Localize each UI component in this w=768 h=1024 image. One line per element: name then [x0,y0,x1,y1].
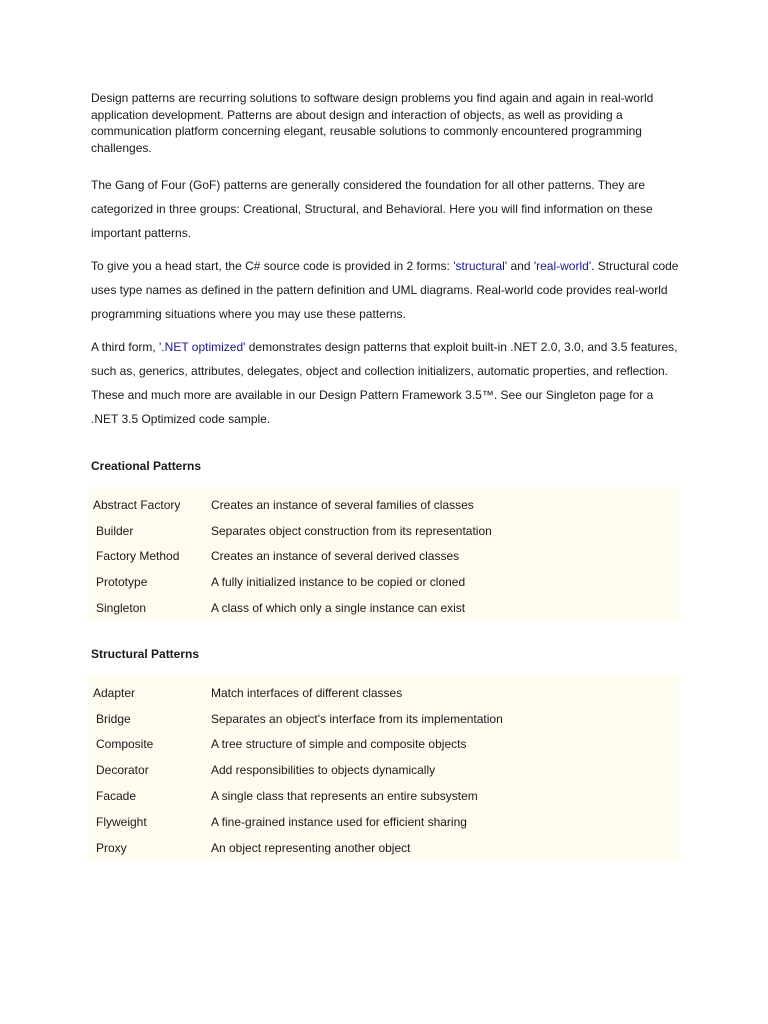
pattern-description: A fine-grained instance used for efficient sharing [211,814,467,829]
pattern-description: Creates an instance of several derived classes [211,549,460,564]
pattern-name-cell [88,569,211,595]
intro-paragraph-2: The Gang of Four (GoF) patterns are generally considered the foundation for all other patterns. They are categorized in three groups: Creational, Structural, and Behavioral. Here you will find information on these important patterns. [91,178,653,240]
structural-link[interactable]: 'structural' [453,259,508,273]
creational-patterns-heading: Creational Patterns [91,459,202,473]
intro-paragraph-4 [91,335,681,431]
pattern-name-cell [88,518,211,544]
table-row [88,487,680,518]
pattern-description: Match interfaces of different classes [211,685,403,700]
pattern-name-cell [88,757,211,783]
pattern-description: A tree structure of simple and composite objects [211,737,467,752]
p3-text-after: . Structural code uses type names as defined in the pattern definition and UML diagrams. Real-world code provides real-world programming situations where you may use these patterns. [91,259,679,321]
table-row [88,706,680,732]
net-optimized-link[interactable]: '.NET optimized' [159,340,246,354]
pattern-description: Separates object construction from its representation [211,523,492,538]
table-row [88,809,680,835]
table-row [88,675,680,706]
table-row [88,518,680,544]
creational-patterns-table [88,487,680,621]
pattern-name: Singleton [96,601,147,616]
pattern-name: Adapter [93,685,136,700]
pattern-name: Builder [96,523,134,538]
article-content [91,90,681,861]
pattern-name: Decorator [96,763,149,778]
structural-patterns-table [88,675,680,861]
pattern-name: Abstract Factory [93,497,181,512]
table-row [88,544,680,570]
pattern-description: Add responsibilities to objects dynamically [211,763,436,778]
pattern-description: A single class that represents an entire subsystem [211,789,478,804]
table-row [88,732,680,758]
table-row [88,835,680,861]
pattern-name: Composite [96,737,154,752]
intro-paragraph-1: Design patterns are recurring solutions to software design problems you find again and again in real-world application development. Patterns are about design and interaction of objects, as well as providing a communication platform concerning elegant, reusable solutions to commonly encountered programming challenges. [91,91,654,155]
p4-text-after: demonstrates design patterns that exploit built-in .NET 2.0, 3.0, and 3.5 features, such as, generics, attributes, delegates, object and collection initializers, automatic properties, and reflection. These and much more are available in our Design Pattern Framework 3.5™. See our Singleton page for a .NET 3.5 Optimized code sample. [91,340,678,426]
pattern-name: Prototype [96,575,148,590]
pattern-name: Proxy [96,840,127,855]
intro-paragraph-3 [91,254,681,326]
p3-text-middle: and [507,259,534,273]
real-world-link[interactable]: 'real-world' [533,259,592,273]
pattern-name-cell [88,835,211,861]
pattern-description: A class of which only a single instance can exist [211,601,466,616]
p4-text-before: A third form, [91,340,160,354]
table-row [88,757,680,783]
pattern-description: Creates an instance of several families of classes [211,497,474,512]
pattern-name-cell [88,595,211,621]
p3-text-before: To give you a head start, the C# source code is provided in 2 forms: [91,259,454,273]
pattern-name-cell [88,809,211,835]
table-row [88,595,680,621]
structural-patterns-heading: Structural Patterns [91,646,200,661]
pattern-description: An object representing another object [211,840,411,855]
pattern-name-cell [88,706,211,732]
table-row [88,569,680,595]
pattern-name: Bridge [96,711,131,726]
pattern-name: Flyweight [96,814,147,829]
pattern-description: A fully initialized instance to be copied or cloned [211,575,466,590]
pattern-name: Facade [96,789,137,804]
pattern-name-cell [88,732,211,758]
pattern-name: Factory Method [96,549,180,564]
table-row [88,783,680,809]
pattern-name-cell [88,544,211,570]
pattern-name-cell [88,783,211,809]
pattern-description: Separates an object's interface from its implementation [211,711,503,726]
